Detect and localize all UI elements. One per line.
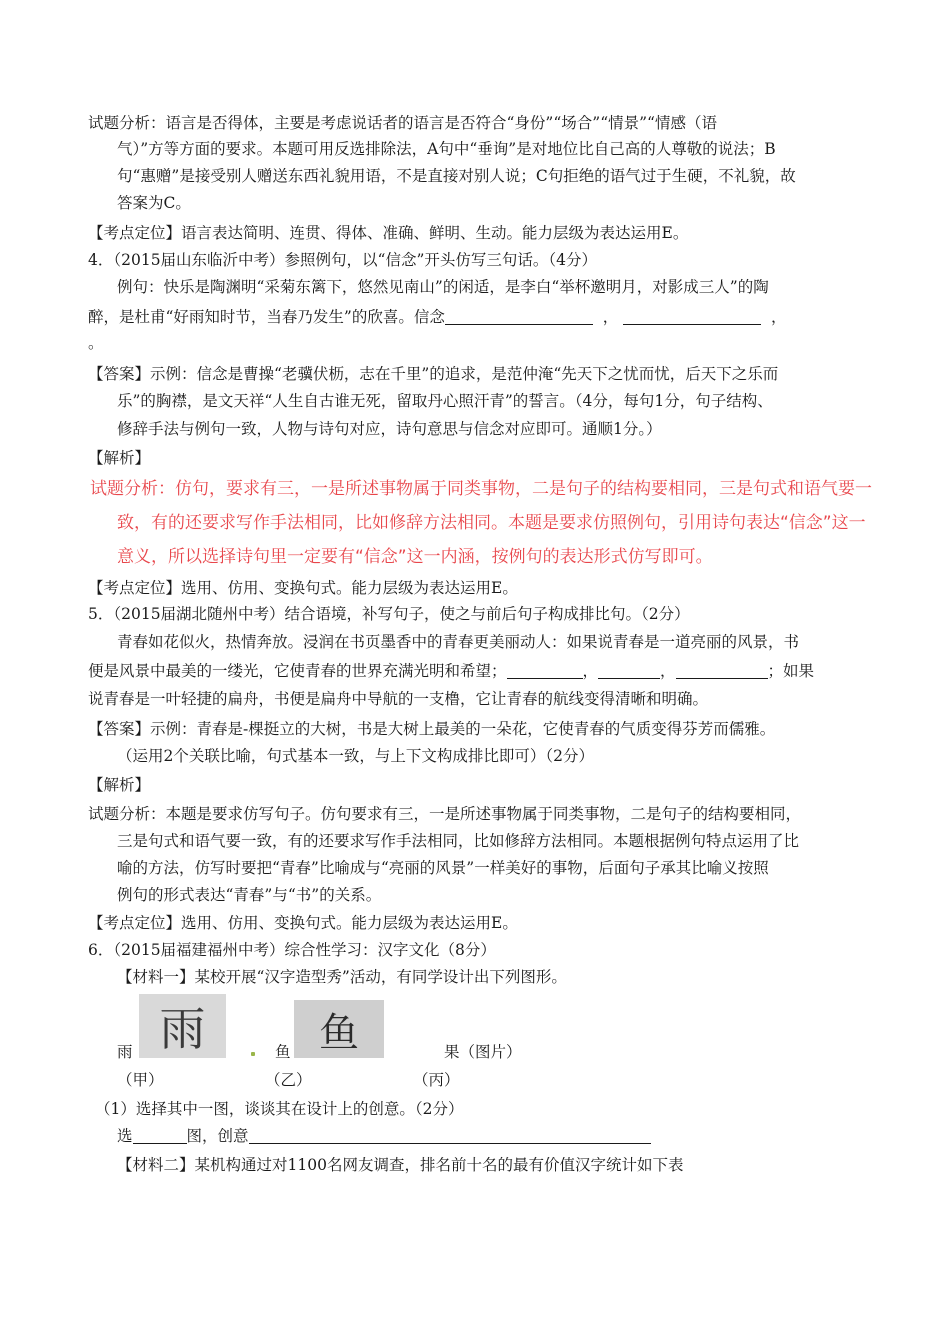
q4-blank-1[interactable] xyxy=(445,308,593,325)
q4-analysis-red: 致，有的还要求写作手法相同，比如修辞方法相同。本题是要求仿照例句，引用诗句表达“信念”这一 xyxy=(117,513,866,533)
q4-point: 【考点定位】选用、仿用、变换句式。能力层级为表达运用E。 xyxy=(88,579,518,597)
q5-after: ；如果 xyxy=(767,662,815,680)
dot-mark xyxy=(251,1052,255,1056)
label-jia: （甲） xyxy=(117,1071,164,1089)
q5-text-line: 说青春是一叶轻捷的扁舟，书便是扁舟中导航的一支橹，它让青春的航线变得清晰和明确。 xyxy=(88,690,709,708)
label-bing: （丙） xyxy=(413,1071,460,1089)
q4-answer-line: 修辞手法与例句一致，人物与诗句对应，诗句意思与信念对应即可。通顺1分。） xyxy=(117,420,662,438)
q5-jiexi: 【解析】 xyxy=(88,776,151,794)
q4-jiexi: 【解析】 xyxy=(88,449,151,467)
q6-material2: 【材料二】某机构通过对1100名网友调查，排名前十名的最有价值汉字统计如下表 xyxy=(117,1156,684,1174)
design-image-jia xyxy=(139,994,226,1058)
q3-analysis-line: 试题分析：语言是否得体，主要是考虑说话者的语言是否符合“身份”“场合”“情景”“情感（语 xyxy=(88,114,717,132)
q4-title: 4．（2015届山东临沂中考）参照例句，以“信念”开头仿写三句话。（4分） xyxy=(88,251,598,269)
q6-sub1: （1）选择其中一图，谈谈其在设计上的创意。（2分） xyxy=(95,1100,464,1118)
q6-select-pre: 选 xyxy=(117,1127,133,1145)
q5-answer-line: （运用2个关联比喻，句式基本一致，与上下文构成排比即可）（2分） xyxy=(117,747,594,765)
q4-end: 。 xyxy=(88,334,104,352)
q6-select-line xyxy=(117,1125,651,1147)
q6-select-mid: 图，创意 xyxy=(186,1127,249,1145)
design-image-yi xyxy=(294,1000,384,1058)
q5-answer-line: 【答案】示例：青春是-棵挺立的大树，书是大树上最美的一朵花，它使青春的气质变得芬芳而儒雅。 xyxy=(88,720,776,738)
q3-analysis-line: 答案为C。 xyxy=(117,194,191,212)
q4-example-text: 醉，是杜甫“好雨知时节，当春乃发生”的欣喜。信念 xyxy=(88,308,445,326)
label-fruit: 果（图片） xyxy=(444,1043,522,1061)
q6-select-blank[interactable] xyxy=(133,1127,187,1144)
fish-design-icon: 鱼 xyxy=(319,1009,359,1056)
q5-point: 【考点定位】选用、仿用、变换句式。能力层级为表达运用E。 xyxy=(88,914,518,932)
q5-analysis-line: 试题分析：本题是要求仿写句子。仿句要求有三，一是所述事物属于同类事物，二是句子的结构要相同， xyxy=(88,805,802,823)
q5-title: 5．（2015届湖北随州中考）结合语境，补写句子，使之与前后句子构成排比句。（2分） xyxy=(88,605,690,623)
q5-analysis-line: 喻的方法，仿写时要把“青春”比喻成与“亮丽的风景”一样美好的事物，后面句子承其比喻义按照 xyxy=(117,859,769,877)
q4-answer-line: 【答案】示例：信念是曹操“老骥伏枥，志在千里”的追求，是范仲淹“先天下之忧而忧，后天下之乐而 xyxy=(88,365,779,383)
q3-analysis-line: 气）”方等方面的要求。本题可用反选排除法，A句中“垂询”是对地位比自己高的人尊敬的说法；B xyxy=(117,140,776,158)
q5-sep: ， xyxy=(660,662,676,680)
q5-blank-3[interactable] xyxy=(676,662,768,679)
q4-example-line2 xyxy=(88,306,787,328)
q4-analysis-red: 意义，所以选择诗句里一定要有“信念”这一内涵，按例句的表达形式仿写即可。 xyxy=(117,547,713,567)
q4-answer-line: 乐”的胸襟，是文天祥“人生自古谁无死，留取丹心照汗青”的誓言。（4分，每句1分，句子结构、 xyxy=(117,392,773,410)
q5-text-line2 xyxy=(88,660,814,682)
q4-sep: ， xyxy=(771,308,787,326)
label-rain: 雨 xyxy=(117,1043,133,1061)
q5-blank-1[interactable] xyxy=(507,662,583,679)
q5-text: 便是风景中最美的一缕光，它使青春的世界充满光明和希望； xyxy=(88,662,507,680)
q4-analysis-red: 试题分析：仿句，要求有三，一是所述事物属于同类事物，二是句子的结构要相同，三是句式和语气要一 xyxy=(90,479,872,499)
label-yi: （乙） xyxy=(265,1071,312,1089)
q3-analysis-line: 句“惠赠”是接受别人赠送东西礼貌用语，不是直接对别人说；C句拒绝的语气过于生硬，不礼貌，故 xyxy=(117,167,796,185)
q5-sep: ， xyxy=(582,662,599,680)
label-fish: 鱼 xyxy=(275,1043,291,1061)
q5-blank-2[interactable] xyxy=(598,662,660,679)
q6-material1: 【材料一】某校开展“汉字造型秀”活动，有同学设计出下列图形。 xyxy=(117,968,567,986)
q5-analysis-line: 三是句式和语气要一致，有的还要求写作手法相同，比如修辞方法相同。本题根据例句特点运用了比 xyxy=(117,832,800,850)
q5-analysis-line: 例句的形式表达“青春”与“书”的关系。 xyxy=(117,886,382,904)
q4-blank-2[interactable] xyxy=(623,308,761,325)
rain-design-icon: 雨 xyxy=(159,1002,206,1056)
q6-title: 6．（2015届福建福州中考）综合性学习：汉字文化（8分） xyxy=(88,941,496,959)
q4-sep: ， xyxy=(602,308,619,326)
q5-text-line: 青春如花似火，热情奔放。浸润在书页墨香中的青春更美丽动人：如果说青春是一道亮丽的风景，书 xyxy=(117,633,800,651)
q6-idea-blank[interactable] xyxy=(249,1127,651,1144)
q4-example-line: 例句：快乐是陶渊明“采菊东篱下，悠然见南山”的闲适，是李白“举杯邀明月，对影成三人”的陶 xyxy=(117,278,769,296)
q3-point: 【考点定位】语言表达简明、连贯、得体、准确、鲜明、生动。能力层级为表达运用E。 xyxy=(88,224,689,242)
